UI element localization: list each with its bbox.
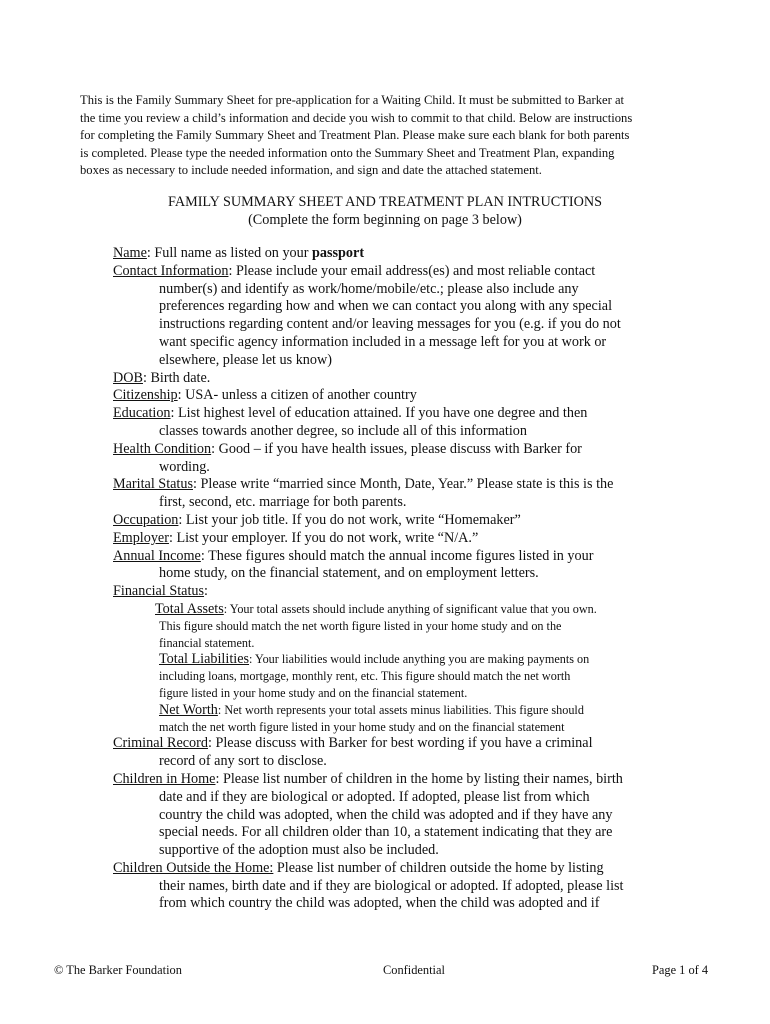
entry-continuation: record of any sort to disclose. [159,753,327,770]
subentry-continuation: figure listed in your home study and on the financial statement. [159,685,468,700]
footer-page-number: Page 1 of 4 [652,963,709,977]
page-footer [0,963,770,981]
intro-line: the time you review a child’s information and decide you wish to commit to that child. Below are instructions [80,110,633,125]
subentry-label: Net Worth [159,701,218,718]
entry-continuation: date and if they are biological or adopted. If adopted, please list from which [159,788,590,805]
entry-text: : Birth date. [142,369,211,386]
heading-subtitle: (Complete the form beginning on page 3 below) [248,212,522,228]
entry-annual-income [113,548,673,584]
entry-name [113,245,673,263]
subentry-continuation: financial statement. [159,635,255,650]
entry-continuation: preferences regarding how and when we can contact you along with any special [159,298,613,315]
entry-label: Children Outside the Home: [113,859,274,876]
entry-financial-status [113,583,673,735]
entry-education [113,405,673,441]
subentry-text: : Your total assets should include anything of significant value that you own. [223,601,597,616]
entry-text: : Full name as listed on your [146,245,313,261]
entry-continuation: their names, birth date and if they are biological or adopted. If adopted, please list [159,877,624,894]
entry-label: Employer [113,529,169,546]
entry-text: : List your job title. If you do not work, write “Homemaker” [178,511,521,528]
instruction-list [113,245,673,913]
intro-line: boxes as necessary to include needed information, and sign and date the attached statement. [80,163,542,178]
entry-text: : List highest level of education attained. If you have one degree and then [170,405,588,422]
footer-confidential: Confidential [383,963,445,977]
entry-label: Contact Information [113,262,229,279]
entry-continuation: number(s) and identify as work/home/mobile/etc.; please also include any [159,280,579,297]
subentry-net-worth [113,702,673,736]
section-heading [80,193,690,229]
subentry-label: Total Assets [155,600,224,617]
entry-label: Name [113,245,147,261]
intro-line: is completed. Please type the needed information onto the Summary Sheet and Treatment Plan, expanding [80,145,615,160]
entry-continuation: country the child was adopted, when the child was adopted and if they have any [159,806,613,823]
entry-continuation: supportive of the adoption must also be included. [159,842,439,859]
subentry-continuation: including loans, mortgage, monthly rent, etc. This figure should match the net worth [159,669,571,684]
entry-text: : These figures should match the annual income figures listed in your [200,547,594,564]
entry-criminal-record [113,735,673,771]
entry-continuation: wording. [159,458,210,475]
entry-marital-status [113,476,673,512]
entry-label: Financial Status [113,583,205,600]
entry-label: Health Condition [113,440,212,457]
intro-paragraph [80,92,700,180]
entry-continuation: instructions regarding content and/or leaving messages for you (e.g. if you do not [159,316,621,333]
entry-text: : USA- unless a citizen of another country [177,387,417,404]
entry-children-outside-home [113,860,673,913]
entry-text: : [204,583,208,600]
entry-label: Education [113,405,171,422]
entry-label: Annual Income [113,547,201,564]
subentry-label: Total Liabilities [159,651,250,668]
entry-citizenship [113,387,673,405]
entry-label: Citizenship [113,387,178,404]
entry-label: Marital Status [113,476,193,493]
entry-label: DOB [113,369,143,386]
entry-continuation: first, second, etc. marriage for both parents. [159,494,407,511]
intro-line: for completing the Family Summary Sheet and Treatment Plan. Please make sure each blank for both parents [80,128,630,143]
entry-continuation: home study, on the financial statement, and on employment letters. [159,565,539,582]
entry-text: : Please include your email address(es) and most reliable contact [228,262,596,279]
entry-health-condition [113,441,673,477]
entry-employer [113,530,673,548]
intro-line: This is the Family Summary Sheet for pre-application for a Waiting Child. It must be submitted to Barker at [80,93,625,107]
entry-bold: passport [312,245,365,261]
entry-continuation: elsewhere, please let us know) [159,351,332,368]
entry-text: : Please write “married since Month, Date, Year.” Please state is this is the [193,476,614,493]
entry-label: Children in Home [113,770,216,787]
subentry-total-liabilities [113,651,673,701]
entry-dob [113,370,673,388]
footer-copyright: © The Barker Foundation [54,963,182,977]
entry-label: Occupation [113,511,179,528]
entry-contact-information [113,263,673,370]
entry-label: Criminal Record [113,735,208,752]
entry-children-in-home [113,771,673,860]
entry-continuation: from which country the child was adopted, when the child was adopted and if [159,895,600,912]
heading-title: FAMILY SUMMARY SHEET AND TREATMENT PLAN INTRUCTIONS [168,194,602,210]
entry-text: Please list number of children outside the home by listing [273,859,604,876]
entry-text: : Please discuss with Barker for best wording if you have a criminal [207,735,593,752]
entry-text: : Good – if you have health issues, please discuss with Barker for [211,440,582,457]
subentry-text: : Net worth represents your total assets minus liabilities. This figure should [217,702,584,717]
subentry-total-assets [113,601,673,651]
entry-occupation [113,512,673,530]
entry-text: : List your employer. If you do not work, write “N/A.” [168,529,479,546]
subentry-continuation: match the net worth figure listed in your home study and on the financial statement [159,719,565,734]
entry-continuation: special needs. For all children older than 10, a statement indicating that they are [159,824,613,841]
subentry-continuation: This figure should match the net worth figure listed in your home study and on the [159,618,562,633]
entry-continuation: classes towards another degree, so include all of this information [159,422,527,439]
subentry-text: : Your liabilities would include anything you are making payments on [249,652,590,667]
entry-text: : Please list number of children in the home by listing their names, birth [215,770,623,787]
entry-continuation: want specific agency information included in a message left for you at work or [159,333,607,350]
